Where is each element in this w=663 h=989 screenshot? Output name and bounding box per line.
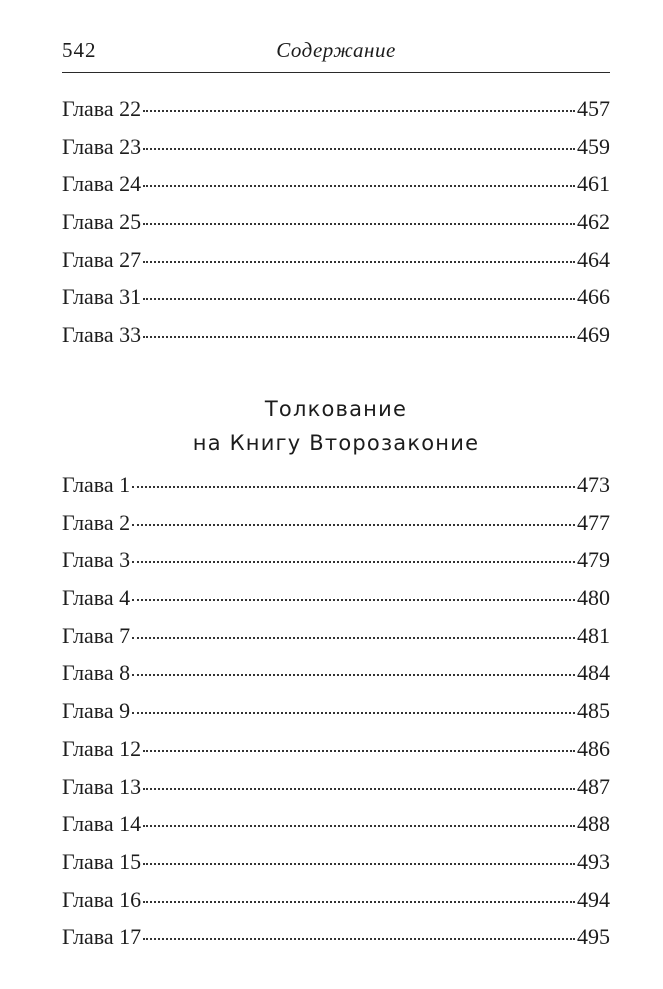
toc-entry [62,698,610,736]
toc-entry [62,134,610,172]
dot-leader [132,637,575,639]
dot-leader [132,524,575,526]
toc-entry [62,887,610,925]
toc-list-part1 [62,96,610,360]
dot-leader [143,336,575,338]
toc-entry [62,924,610,962]
dot-leader [132,712,575,714]
toc-entry-page: 494 [577,886,610,912]
toc-entry-label: Глава 31 [62,284,142,310]
page-header [62,38,610,66]
toc-entry-page: 484 [577,660,610,686]
toc-entry [62,284,610,322]
toc-list-part2 [62,472,610,962]
toc-entry [62,736,610,774]
toc-entry-page: 459 [577,133,610,159]
dot-leader [143,185,575,187]
toc-entry-page: 487 [577,773,610,799]
toc-entry-label: Глава 16 [62,886,142,912]
dot-leader [143,788,575,790]
toc-entry-page: 488 [577,811,610,837]
page-number: 542 [62,38,97,62]
dot-leader [143,148,575,150]
toc-entry-page: 477 [577,509,610,535]
toc-entry [62,623,610,661]
running-title: Содержание [276,38,396,62]
toc-entry [62,585,610,623]
toc-entry [62,209,610,247]
dot-leader [143,938,575,940]
toc-entry-label: Глава 8 [62,660,131,686]
dot-leader [132,486,575,488]
dot-leader [132,674,575,676]
toc-entry-label: Глава 24 [62,171,142,197]
dot-leader [143,750,575,752]
toc-entry [62,247,610,285]
dot-leader [132,561,575,563]
dot-leader [143,110,575,112]
dot-leader [143,863,575,865]
toc-entry-page: 481 [577,622,610,648]
toc-entry-label: Глава 4 [62,585,131,611]
toc-entry-label: Глава 17 [62,924,142,950]
toc-entry-page: 480 [577,585,610,611]
toc-entry-label: Глава 22 [62,96,142,121]
toc-entry [62,660,610,698]
toc-entry [62,774,610,812]
section-heading-line1: Толкование [264,397,408,421]
toc-entry-page: 479 [577,547,610,573]
toc-entry [62,811,610,849]
toc-entry-page: 473 [577,472,610,497]
dot-leader [143,223,575,225]
toc-entry-page: 466 [577,284,610,310]
section-heading-line2: на Книгу Второзаконие [192,431,480,455]
toc-entry-label: Глава 12 [62,735,142,761]
toc-entry-label: Глава 3 [62,547,131,573]
toc-entry [62,849,610,887]
toc-entry-label: Глава 2 [62,509,131,535]
toc-entry [62,472,610,510]
toc-entry-label: Глава 27 [62,246,142,272]
toc-entry [62,322,610,360]
toc-entry-label: Глава 14 [62,811,142,837]
toc-entry [62,510,610,548]
toc-entry-page: 493 [577,848,610,874]
section-heading [62,392,610,460]
toc-entry-page: 495 [577,924,610,950]
toc-entry-label: Глава 9 [62,698,131,724]
dot-leader [143,825,575,827]
toc-entry-label: Глава 15 [62,848,142,874]
toc-entry-label: Глава 23 [62,133,142,159]
dot-leader [143,901,575,903]
dot-leader [132,599,575,601]
toc-entry-label: Глава 13 [62,773,142,799]
toc-entry-label: Глава 25 [62,209,142,235]
toc-entry-page: 485 [577,698,610,724]
dot-leader [143,261,575,263]
toc-entry-page: 464 [577,246,610,272]
toc-entry [62,171,610,209]
toc-entry-label: Глава 7 [62,622,131,648]
toc-entry-page: 486 [577,735,610,761]
toc-entry-label: Глава 1 [62,472,131,497]
dot-leader [143,298,575,300]
toc-entry [62,96,610,134]
toc-entry-label: Глава 33 [62,322,142,348]
toc-entry-page: 469 [577,322,610,348]
toc-entry-page: 461 [577,171,610,197]
toc-entry [62,547,610,585]
toc-entry-page: 462 [577,209,610,235]
header-rule [62,72,610,73]
toc-entry-page: 457 [577,96,610,121]
